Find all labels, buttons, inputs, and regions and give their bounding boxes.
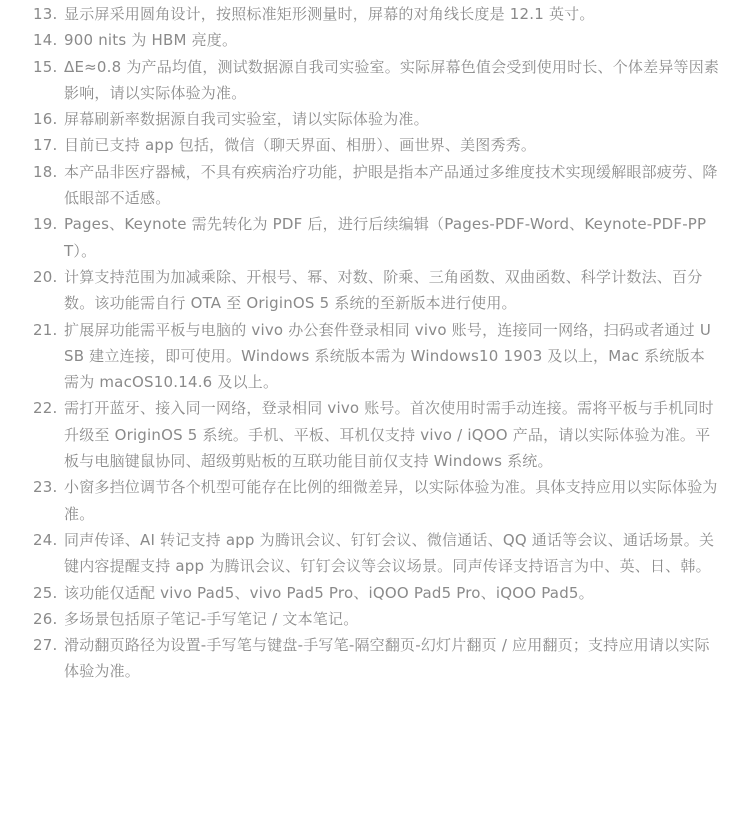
footnote-number: 20. bbox=[33, 267, 58, 286]
footnote-number: 25. bbox=[33, 583, 58, 602]
footnote-text: Pages、Keynote 需先转化为 PDF 后，进行后续编辑（Pages-PDF-Word、Keynote-PDF-PPT）。 bbox=[64, 215, 707, 260]
footnote-text: 本产品非医疗器械，不具有疾病治疗功能，护眼是指本产品通过多维度技术实现缓解眼部疲劳、降低眼部不适感。 bbox=[64, 162, 718, 208]
footnote-number: 16. bbox=[33, 110, 58, 129]
footnote-21 bbox=[0, 317, 750, 396]
footnote-27 bbox=[0, 632, 750, 685]
footnote-text: 900 nits 为 HBM 亮度。 bbox=[64, 31, 238, 50]
footnote-24 bbox=[0, 527, 750, 580]
footnote-number: 23. bbox=[33, 478, 58, 497]
footnote-13 bbox=[0, 1, 750, 27]
footnote-number: 22. bbox=[33, 399, 58, 418]
footnote-text: 小窗多挡位调节各个机型可能存在比例的细微差异，以实际体验为准。具体支持应用以实际体验为准。 bbox=[64, 478, 718, 523]
footnote-text: 多场景包括原子笔记-手写笔记 / 文本笔记。 bbox=[64, 609, 359, 628]
footnote-number: 26. bbox=[33, 609, 58, 628]
footnote-number: 15. bbox=[33, 57, 58, 76]
footnote-text: ΔE≈0.8 为产品均值，测试数据源自我司实验室。实际屏幕色值会受到使用时长、个体差异等因素影响，请以实际体验为准。 bbox=[64, 57, 720, 102]
footnote-number: 19. bbox=[33, 215, 58, 234]
footnote-17 bbox=[0, 132, 750, 158]
footnote-text: 目前已支持 app 包括，微信（聊天界面、相册）、画世界、美图秀秀。 bbox=[64, 136, 537, 155]
footnote-20 bbox=[0, 264, 750, 317]
footnote-15 bbox=[0, 54, 750, 107]
footnote-22 bbox=[0, 395, 750, 474]
footnote-text: 滑动翻页路径为设置-手写笔与键盘-手写笔-隔空翻页-幻灯片翻页 / 应用翻页；支持应用请以实际体验为准。 bbox=[64, 636, 710, 681]
footnote-number: 24. bbox=[33, 530, 58, 549]
footnote-number: 27. bbox=[33, 636, 58, 655]
footnote-14 bbox=[0, 27, 750, 53]
footnote-text: 计算支持范围为加减乘除、开根号、幂、对数、阶乘、三角函数、双曲函数、科学计数法、百分数。该功能需自行 OTA 至 OriginOS 5 系统的至新版本进行使用。 bbox=[64, 267, 703, 313]
footnote-text: 该功能仅适配 vivo Pad5、vivo Pad5 Pro、iQOO Pad5 Pro、iQOO Pad5。 bbox=[64, 583, 594, 602]
footnote-16 bbox=[0, 106, 750, 132]
footnote-number: 21. bbox=[33, 320, 58, 339]
footnote-25 bbox=[0, 580, 750, 606]
footnote-19 bbox=[0, 211, 750, 264]
footnote-text: 显示屏采用圆角设计，按照标准矩形测量时，屏幕的对角线长度是 12.1 英寸。 bbox=[64, 5, 595, 23]
footnote-text: 需打开蓝牙、接入同一网络，登录相同 vivo 账号。首次使用时需手动连接。需将平板与手机同时升级至 OriginOS 5 系统。手机、平板、耳机仅支持 vivo / iQOO 产品，请以实际体验为准。平板与电脑键鼠协同、超级剪贴板的互联功能目前仅支持 Windows 系统。 bbox=[64, 399, 714, 471]
footnote-text: 屏幕刷新率数据源自我司实验室，请以实际体验为准。 bbox=[64, 110, 429, 129]
footnote-18 bbox=[0, 159, 750, 212]
footnote-number: 13. bbox=[33, 5, 58, 23]
footnote-26 bbox=[0, 606, 750, 632]
footnote-number: 17. bbox=[33, 136, 58, 155]
footnote-number: 18. bbox=[33, 162, 58, 181]
footnote-number: 14. bbox=[33, 31, 58, 50]
footnote-23 bbox=[0, 474, 750, 527]
footnote-text: 扩展屏功能需平板与电脑的 vivo 办公套件登录相同 vivo 账号，连接同一网络，扫码或者通过 USB 建立连接，即可使用。Windows 系统版本需为 Windows10 1903 及以上，Mac 系统版本需为 macOS10.14.6 及以上。 bbox=[64, 320, 712, 392]
footnote-text: 同声传译、AI 转记支持 app 为腾讯会议、钉钉会议、微信通话、QQ 通话等会议、通话场景。关键内容提醒支持 app 为腾讯会议、钉钉会议等会议场景。同声传译支持语言为中、英、日、韩。 bbox=[64, 530, 715, 576]
